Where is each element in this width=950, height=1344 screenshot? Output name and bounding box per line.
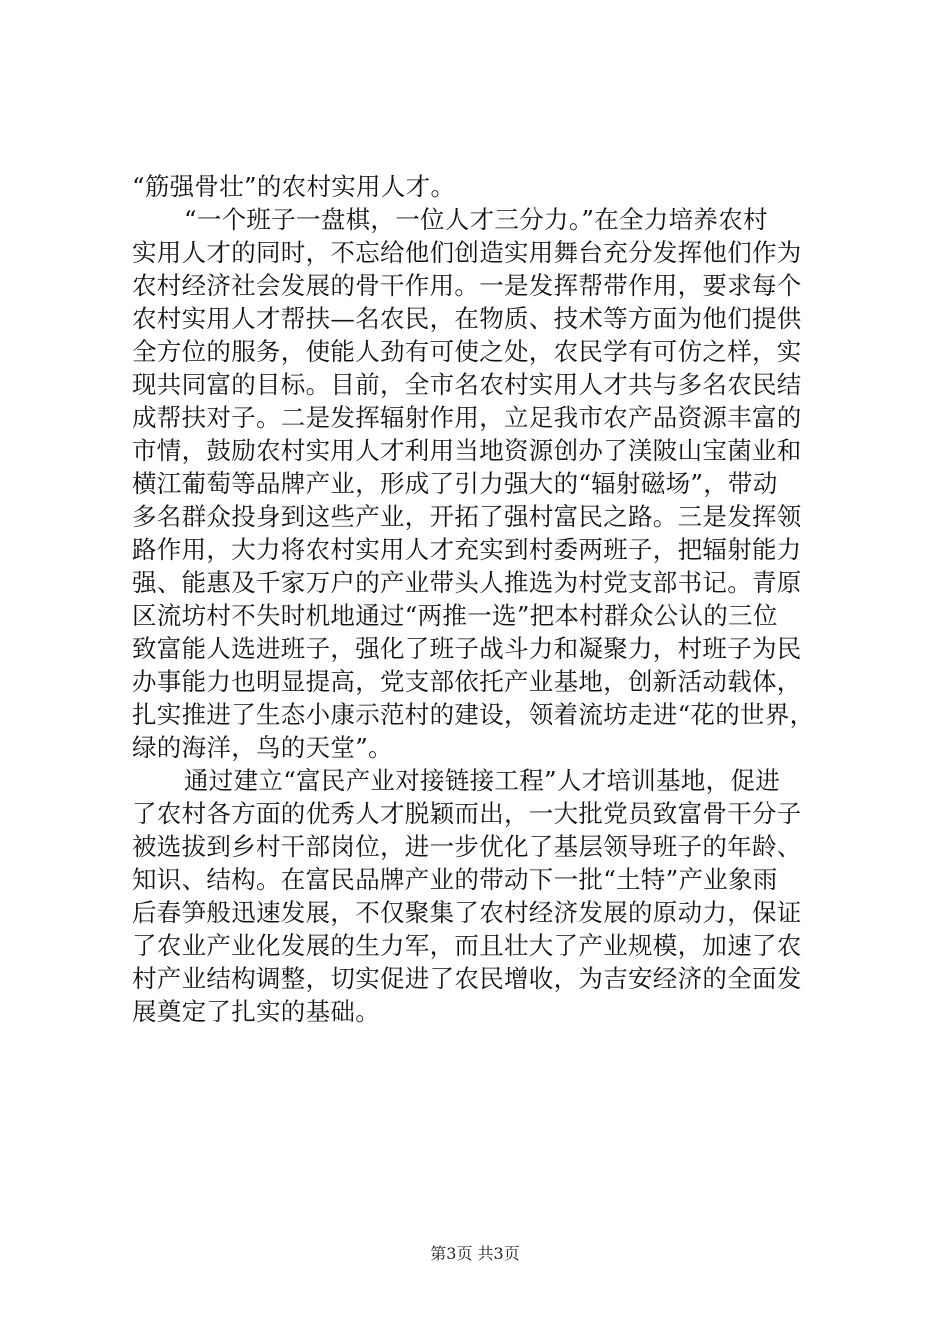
text-line: 了农业产业化发展的生力军，而且壮大了产业规模，加速了农 [132, 931, 802, 960]
text-line: 办事能力也明显提高，党支部依托产业基地，创新活动载体， [132, 667, 802, 696]
text-line: 通过建立“富民产业对接链接工程”人才培训基地，促进 [184, 766, 781, 795]
text-line: 横江葡萄等品牌产业，形成了引力强大的“辐射磁场”，带动 [132, 469, 778, 498]
text-line: 农村经济社会发展的骨干作用。一是发挥帮带作用，要求每个 [132, 271, 802, 300]
text-line: 现共同富的目标。目前，全市名农村实用人才共与多名农民结 [132, 370, 802, 399]
text-line: 全方位的服务，使能人劲有可使之处，农民学有可仿之样，实 [132, 337, 802, 366]
text-line: 农村实用人才帮扶—名农民，在物质、技术等方面为他们提供 [132, 304, 802, 333]
paragraph-2 [132, 203, 832, 764]
text-line: 展奠定了扎实的基础。 [132, 997, 380, 1026]
text-line: 村产业结构调整，切实促进了农民增收，为吉安经济的全面发 [132, 964, 802, 993]
text-line: 了农村各方面的优秀人才脱颖而出，一大批党员致富骨干分子 [132, 799, 802, 828]
text-line: 强、能惠及千家万户的产业带头人推选为村党支部书记。青原 [132, 568, 802, 597]
text-line: 后春笋般迅速发展，不仅聚集了农村经济发展的原动力，保证 [132, 898, 802, 927]
document-body [132, 170, 832, 1028]
text-line: 区流坊村不失时机地通过“两推一选”把本村群众公认的三位 [132, 601, 778, 630]
page-footer [0, 1242, 950, 1266]
text-line: 被选拔到乡村干部岗位，进一步优化了基层领导班子的年龄、 [132, 832, 802, 861]
text-line: 市情，鼓励农村实用人才利用当地资源创办了渼陂山宝菌业和 [132, 436, 802, 465]
text-line: 扎实推进了生态小康示范村的建设，领着流坊走进“花的世界， [132, 700, 815, 729]
page-number-label: 第3页 共3页 [430, 1244, 520, 1263]
text-line: 知识、结构。在富民品牌产业的带动下一批“土特”产业象雨 [132, 865, 778, 894]
text-line: 致富能人选进班子，强化了班子战斗力和凝聚力，村班子为民 [132, 634, 802, 663]
text-line: 绿的海洋，鸟的天堂”。 [132, 733, 393, 762]
paragraph-3 [132, 764, 832, 1028]
text-line: 成帮扶对子。二是发挥辐射作用，立足我市农产品资源丰富的 [132, 403, 802, 432]
text-line: 路作用，大力将农村实用人才充实到村委两班子，把辐射能力 [132, 535, 802, 564]
text-line: “一个班子一盘棋，一位人才三分力。”在全力培养农村 [184, 205, 768, 234]
text-line: “筋强骨壮”的农村实用人才。 [132, 172, 456, 201]
paragraph-1 [132, 170, 832, 203]
text-line: 多名群众投身到这些产业，开拓了强村富民之路。三是发挥领 [132, 502, 802, 531]
text-line: 实用人才的同时，不忘给他们创造实用舞台充分发挥他们作为 [132, 238, 802, 267]
